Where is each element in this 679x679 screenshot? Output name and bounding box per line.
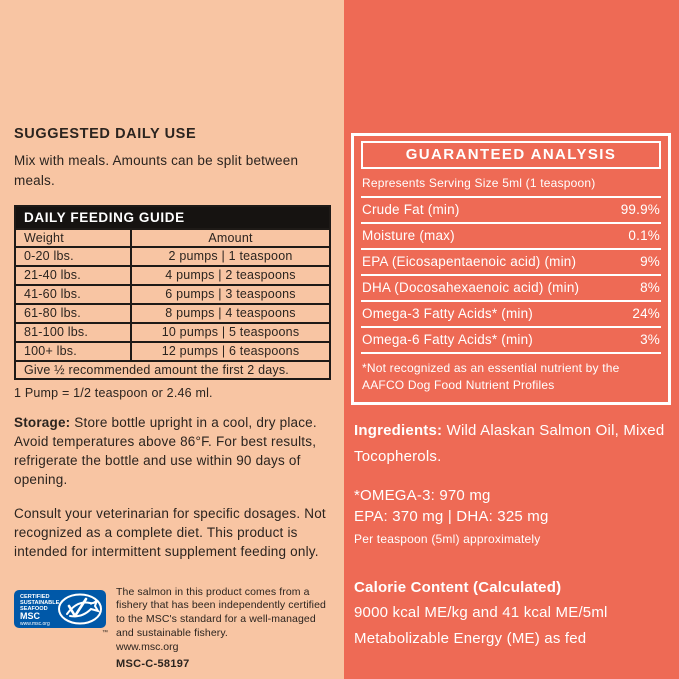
analysis-row [361,302,661,328]
pump-conversion-note: 1 Pump = 1/2 teaspoon or 2.46 ml. [14,385,213,400]
omega-content-block [351,485,671,548]
guaranteed-analysis-title: GUARANTEED ANALYSIS [361,141,661,169]
analysis-row [361,198,661,224]
analysis-label: Moisture (max) [362,228,455,243]
storage-paragraph [14,413,331,490]
svg-text:MSC: MSC [20,610,40,621]
analysis-value: 0.1% [628,228,660,243]
svg-text:CERTIFIED: CERTIFIED [20,593,50,600]
ingredients-text: Wild Alaskan Salmon Oil, Mixed Tocopherols. [354,421,665,465]
feeding-guide-table [14,205,331,380]
msc-certification-section [14,586,331,671]
calorie-heading: Calorie Content (Calculated) [354,578,562,596]
msc-logo [14,590,108,636]
analysis-value: 99.9% [620,202,660,217]
msc-text-block [116,586,331,671]
ingredients-paragraph [351,418,671,471]
analysis-label: Omega-3 Fatty Acids* (min) [362,306,533,321]
aafco-footnote: *Not recognized as an essential nutrient by the AAFCO Dog Food Nutrient Profiles [362,361,620,392]
column-header-amount: Amount [131,229,330,247]
table-row [15,304,330,323]
table-row [15,323,330,342]
msc-url: www.msc.org [116,641,179,654]
svg-text:SEAFOOD: SEAFOOD [20,605,48,612]
weight-cell: 0-20 lbs. [15,247,131,266]
analysis-label: Omega-6 Fatty Acids* (min) [362,332,533,347]
analysis-row [361,328,661,354]
calorie-line-1: 9000 kcal ME/kg and 41 kcal ME/5ml [354,604,608,622]
table-row [15,247,330,266]
svg-text:SUSTAINABLE: SUSTAINABLE [20,599,60,606]
analysis-value: 9% [640,254,660,269]
intro-text: Mix with meals. Amounts can be split between meals. [14,153,299,189]
storage-text: Store bottle upright in a cool, dry place. Avoid temperatures above 86°F. For best results, refrigerate the bottle and use within 90 days of opening. [14,414,317,487]
msc-certified-seafood-logo-icon [14,590,106,628]
consult-paragraph: Consult your veterinarian for specific dosages. Not recognized as a complete diet. This product is intended for intermittent supplement feeding only. [14,506,326,560]
feeding-guide-footer: Give ½ recommended amount the first 2 days. [15,361,330,379]
right-panel [344,0,679,679]
amount-cell: 8 pumps | 4 teaspoons [131,304,330,323]
epa-dha-line: EPA: 370 mg | DHA: 325 mg [354,508,549,526]
analysis-value: 8% [640,280,660,295]
guaranteed-analysis-box [351,133,671,405]
analysis-row [361,224,661,250]
amount-cell: 6 pumps | 3 teaspoons [131,285,330,304]
weight-cell: 61-80 lbs. [15,304,131,323]
ingredients-label: Ingredients: [354,421,443,439]
table-row [15,342,330,361]
msc-certificate-code: MSC-C-58197 [116,658,190,671]
calorie-content-block [351,575,671,652]
analysis-row [361,250,661,276]
weight-cell: 100+ lbs. [15,342,131,361]
analysis-label: Crude Fat (min) [362,202,460,217]
weight-cell: 21-40 lbs. [15,266,131,285]
omega3-line: *OMEGA-3: 970 mg [354,487,491,505]
analysis-value: 3% [640,332,660,347]
analysis-label: EPA (Eicosapentaenoic acid) (min) [362,254,577,269]
table-row [15,266,330,285]
amount-cell: 10 pumps | 5 teaspoons [131,323,330,342]
svg-text:www.msc.org: www.msc.org [20,620,50,627]
table-row [15,285,330,304]
calorie-line-2: Metabolizable Energy (ME) as fed [354,629,587,647]
column-header-weight: Weight [15,229,131,247]
suggested-daily-use-heading: SUGGESTED DAILY USE [14,126,197,142]
analysis-value: 24% [632,306,660,321]
storage-label: Storage: [14,414,71,430]
trademark-symbol: ™ [102,629,108,636]
weight-cell: 41-60 lbs. [15,285,131,304]
amount-cell: 2 pumps | 1 teaspoon [131,247,330,266]
msc-description: The salmon in this product comes from a fishery that has been independently certified to the MSC's standard for a well-managed and sustainable fishery. [116,585,326,639]
amount-cell: 12 pumps | 6 teaspoons [131,342,330,361]
analysis-label: DHA (Docosahexaenoic acid) (min) [362,280,580,295]
serving-size-note: Represents Serving Size 5ml (1 teaspoon) [361,172,661,198]
analysis-row [361,276,661,302]
weight-cell: 81-100 lbs. [15,323,131,342]
feeding-guide-title: DAILY FEEDING GUIDE [15,206,330,229]
amount-cell: 4 pumps | 2 teaspoons [131,266,330,285]
per-teaspoon-note: Per teaspoon (5ml) approximately [354,532,541,547]
